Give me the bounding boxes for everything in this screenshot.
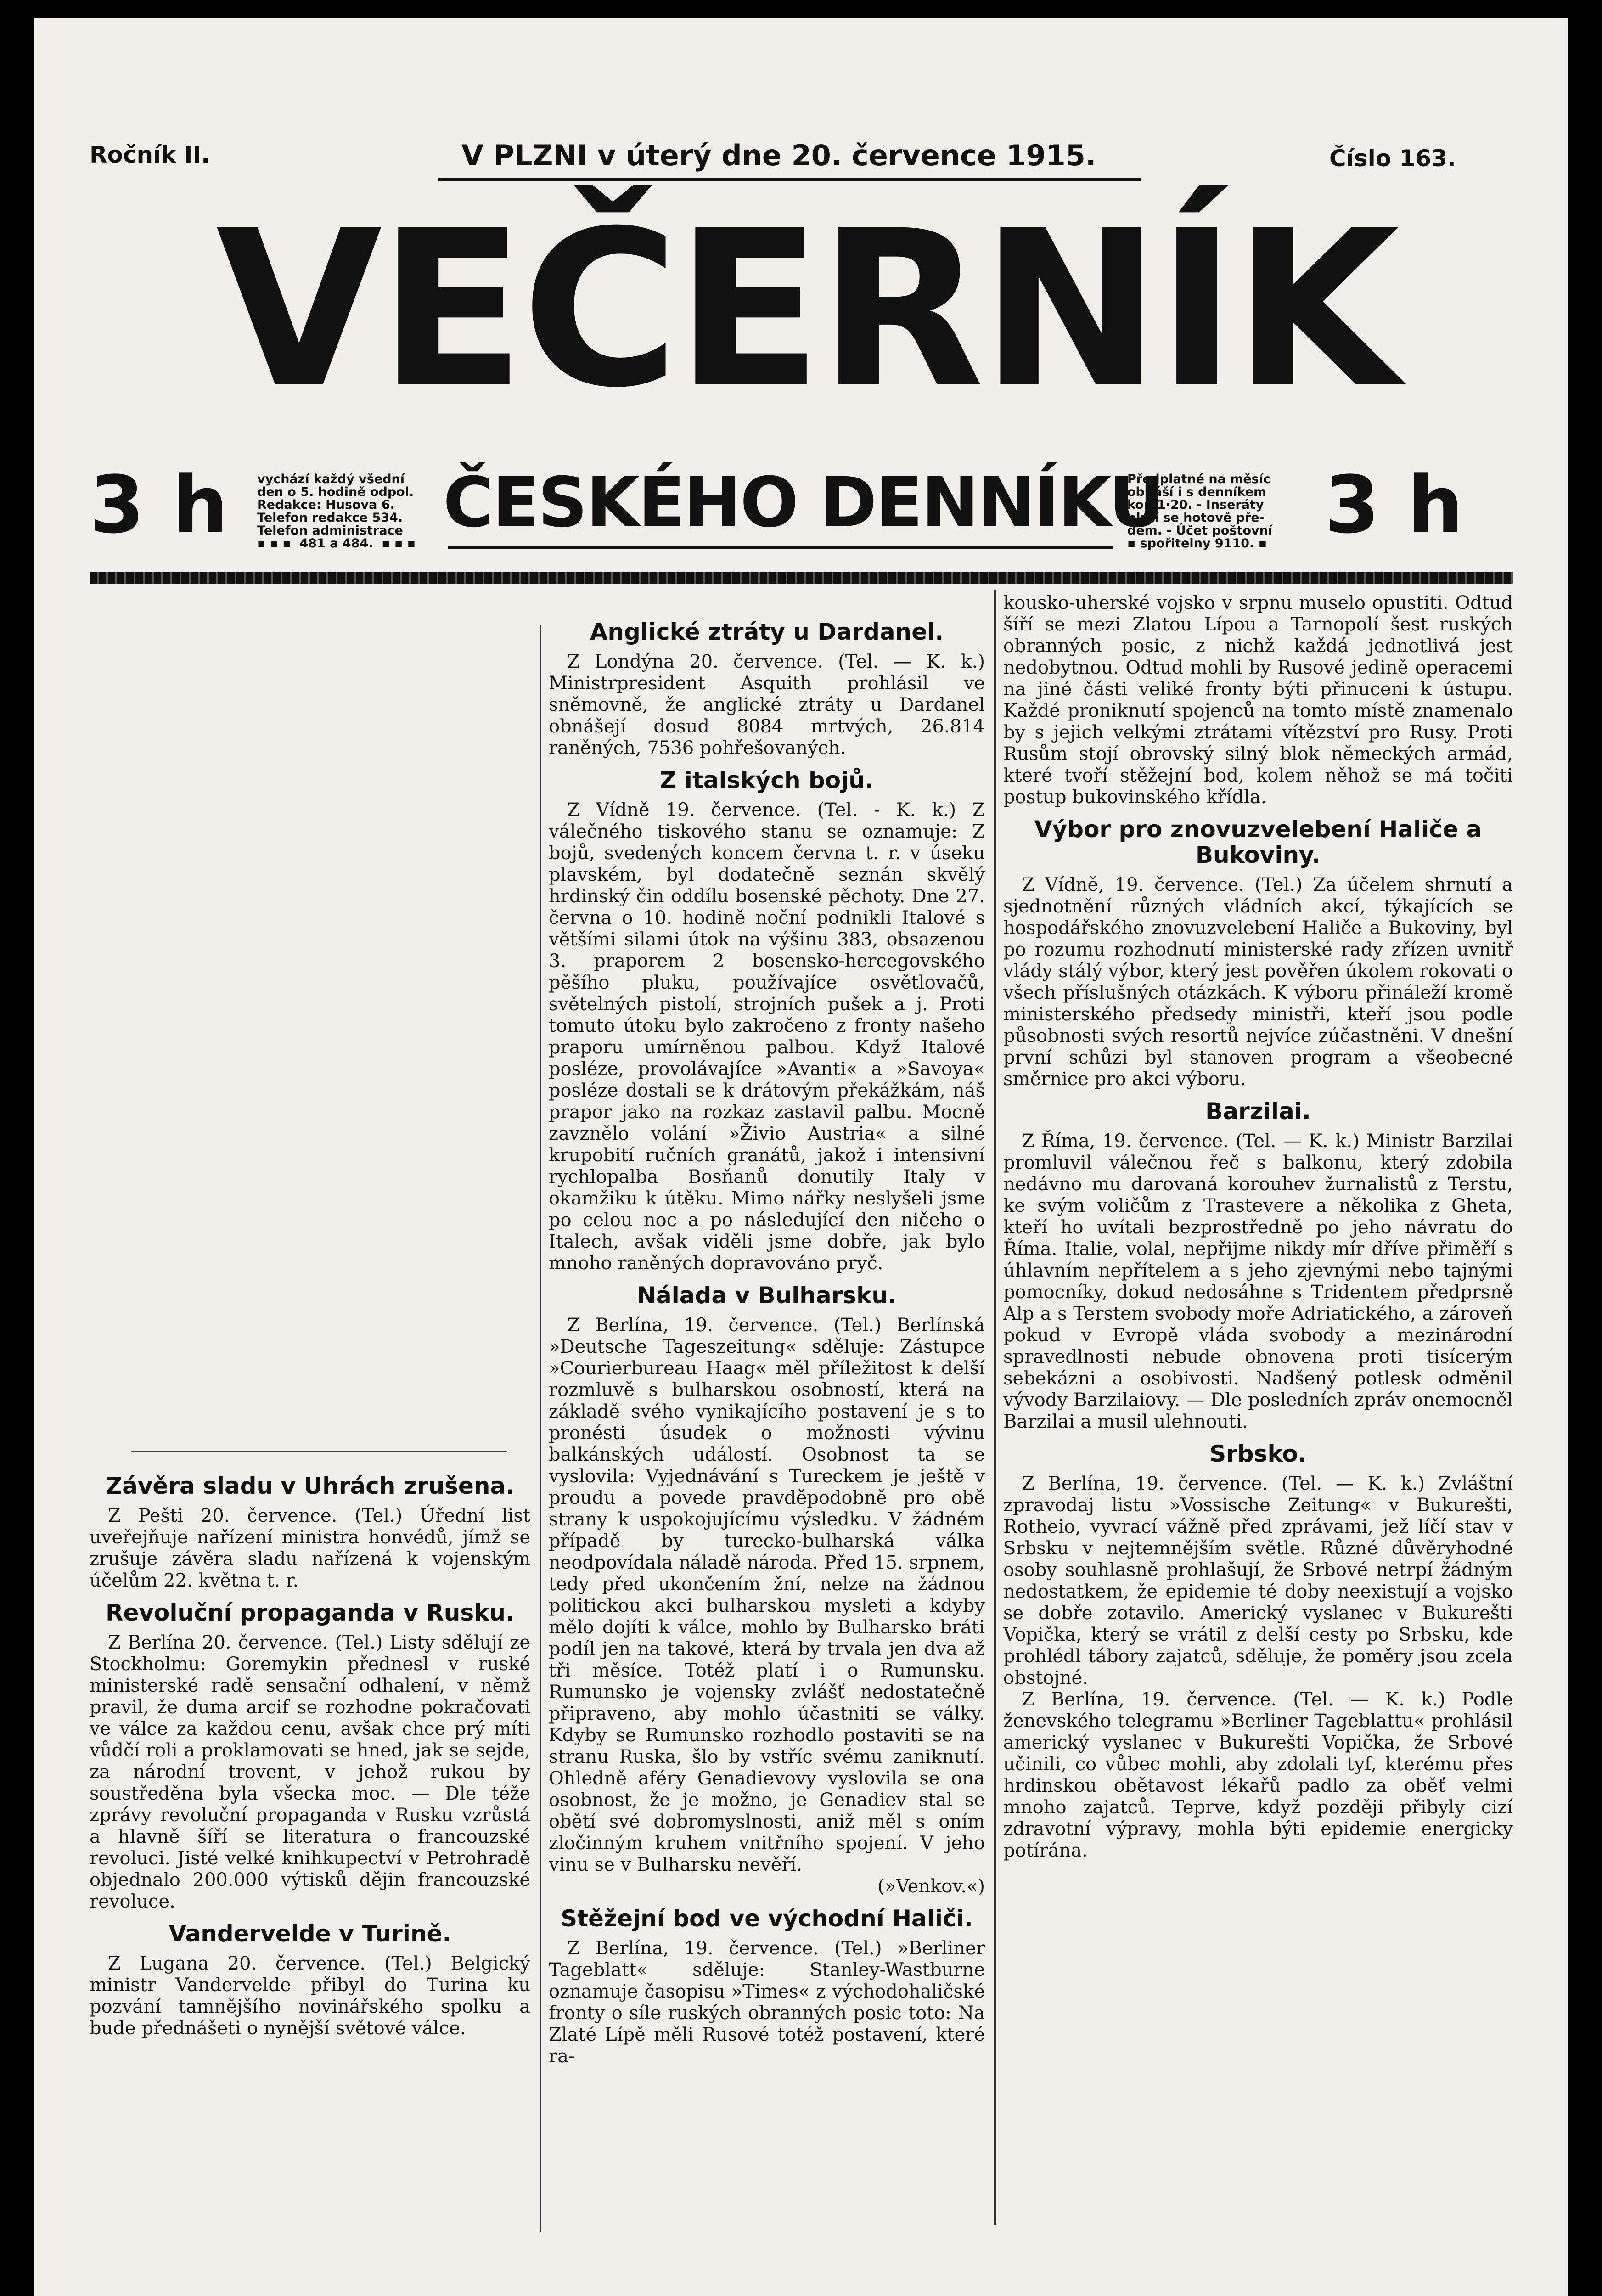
- article-vybor: Z Vídně, 19. července. (Tel.) Za účelem shrnutí a sjednotnění různých vládních akcí, týkajících se hospodářského znovuzvelebení Haliče a Bukoviny, byl po rozumu rozhodnutí ministerské rady zřízen uvnitř vlády stálý výbor, který jest pověřen úkolem rokovati o všech příslušných otázkách. K výboru přináleží kromě ministerského předsedy ministři, kteří jsou podle působnosti svých resortů nejvíce zúčastněni. V dnešní první schůzi byl stanoven program a všeobecné směrnice pro akci výboru.: [1003, 874, 1513, 1090]
- newspaper-page: [34, 18, 1568, 2296]
- column-right: [1003, 592, 1513, 1862]
- heading-revolucni: Revoluční propaganda v Rusku.: [106, 1599, 514, 1626]
- article-italskych: Z Vídně 19. července. (Tel. - K. k.) Z válečného tiskového stanu se oznamuje: Z bojů, svedených koncem června t. r. v úseku plavském, byl dodatečně seznán skvělý hrdinský čin oddílu bosenské pěchoty. Dne 27. června o 10. hodině noční podnikli Italové s většími silami útok na výšinu 383, obsazenou 3. praporem 2 bosensko-hercegovského pěšího pluku, používajíce osvětlovačů, světelných pistolí, strojních pušek a j. Proti tomuto útoku bylo zakročeno z fronty našeho praporu umírněnou palbou. Když Italové posléze, provolávajíce »Avanti« a »Savoya« posléze dostali se k drátovým překážkám, náš prapor jako na rozkaz zastavil palbu. Mocně zavznělo volání »Živio Austria« a silné krupobití ručních granátů, jakož i intensivní rychlopalba Bosňanů donutily Italy v okamžiku k útěku. Mimo nářky neslyšeli jsme po celou noc a po následující den ničeho o Italech, avšak viděli jsme dobře, jak bylo mnoho raněných dopravováno pryč.: [549, 799, 985, 1274]
- article-srbsko-2: Z Berlína, 19. července. (Tel. — K. k.) Podle ženevského telegramu »Berliner Tageblattu« prohlásil americký vyslanec v Bukurešti Vopička, že Srbové učinili, co vůbec mohli, aby zdolali tyf, kterému přes hrdinskou obětavost lékařů padlo za oběť velmi mnoho zajatců. Teprve, když později přibyly cizí zdravotní výpravy, mohla býti epidemie energicky potírána.: [1003, 1689, 1513, 1861]
- newspaper-title: VEČERNÍK: [216, 185, 1396, 435]
- heading-zavera: Závěra sladu v Uhrách zrušena.: [105, 1473, 515, 1499]
- subscription-info: Předplatné na měsíc obnáší i s denníkem kor. 1·20. - Inseráty platí se hotově pře- dem. - Účet poštovní ▪ spořitelny 9110. ▪: [1127, 472, 1273, 551]
- article-anglicke: Z Londýna 20. července. (Tel. — K. k.) Ministrpresident Asquith prohlásil ve sněmovně, že anglické ztráty u Dardanel obnášejí dosud 8084 mrtvých, 26.814 raněných, 7536 pohřešovaných.: [549, 651, 985, 759]
- publication-info: vychází každý všední den o 5. hodině odpol. Redakce: Husova 6. Telefon redakce 534. Telefon administrace ▪ ▪ ▪ 481 a 484. ▪ ▪ ▪: [257, 472, 416, 551]
- article-nalada-source: (»Venkov.«): [877, 1876, 985, 1897]
- column-divider-1: [540, 625, 541, 2232]
- heading-anglicke: Anglické ztráty u Dardanel.: [590, 619, 944, 645]
- date-underline: [438, 178, 1141, 181]
- article-stezejni: Z Berlína, 19. července. (Tel.) »Berliner Tageblatt« sděluje: Stanley-Wastburne oznamuje časopisu »Times« z východohaličské fronty o síle ruských obranných posic toto: Na Zlaté Lípě měli Rusové totéž postavení, které ra-: [549, 1938, 985, 2067]
- newspaper-subtitle: ČESKÉHO DENNÍKU: [443, 463, 1164, 543]
- heading-barzilai: Barzilai.: [1205, 1098, 1311, 1125]
- heading-srbsko: Srbsko.: [1209, 1441, 1307, 1467]
- heading-italskych: Z italských bojů.: [660, 767, 874, 793]
- heading-vybor: Výbor pro znovuzvelebení Haliče a Bukoviny.: [1034, 816, 1482, 868]
- heading-vandervelde: Vandervelde v Turině.: [169, 1920, 451, 1947]
- heading-stezejni: Stěžejní bod ve východní Haliči.: [561, 1905, 973, 1932]
- article-stezejni-continued: kousko-uherské vojsko v srpnu muselo opustiti. Odtud šíří se mezi Zlatou Lípou a Tarnopolí šest ruských obranných posic, z nichž každá jednotlivá jest nedobytnou. Odtud mohli by Rusové jedině operacemi na jiné části veliké fronty býti přinuceni k ústupu. Každé proniknutí spojenců na tomto místě znamenalo by s jejich velkými ztrátami vítězství pro Rusy. Proti Rusům stojí obrovský silný blok německých armád, které tvoří stěžejní bod, kolem něhož se má točiti postup bukovinského křídla.: [1003, 592, 1513, 808]
- masthead-rule: [90, 572, 1513, 584]
- section-separator: [131, 1451, 507, 1452]
- heading-nalada: Nálada v Bulharsku.: [637, 1282, 897, 1309]
- price-right: 3 h: [1325, 459, 1464, 551]
- article-revolucni: Z Berlína 20. července. (Tel.) Listy sdělují ze Stockholmu: Goremykin přednesl v ruské ministerské radě sensační odhalení, v němž pravil, že duma arcif se rozhodne pokračovati ve válce za každou cenu, avšak chce prý míti vůdčí roli a proklamovati se hned, jak se sejde, za národní trovent, v jehož rukou by soustředěna byla všecka moc. — Dle téže zprávy revoluční propaganda v Rusku vzrůstá a hlavně šíří se literatura o francouzské revoluci. Jisté velké knihkupectví v Petrohradě objednalo 200.000 výtisků dějin francouzské revoluce.: [90, 1632, 530, 1912]
- issue-number: Číslo 163.: [1329, 145, 1456, 172]
- volume-label: Ročník II.: [90, 141, 210, 168]
- column-middle: [549, 611, 985, 2067]
- column-divider-2: [994, 590, 996, 2225]
- article-barzilai: Z Říma, 19. července. (Tel. — K. k.) Ministr Barzilai promluvil válečnou řeč s balkonu, který zdobila nedávno mu darovaná korouhev žurnalistů z Terstu, ke svým voličům z Trastevere a několika z Gheta, kteří ho uvítali bezprostředně po jeho návratu do Říma. Italie, volal, nepřijme nikdy mír dříve přiměří s úhlavním nepřítelem a s jeho zjevnými nebo tajnými pomocníky, dokud nedosáhne s Tridentem předprsně Alp a s Terstem svobody moře Adriatického, a zároveň pokud v Evropě vláda svobody a mezinárodní spravedlnosti nebude obnovena proti tisícerým sebekázni a osobivosti. Nadšený potlesk odměnil vývody Barzilaiovy. — Dle posledních zpráv onemocněl Barzilai a musil ulehnouti.: [1003, 1131, 1513, 1432]
- price-left: 3 h: [90, 459, 229, 551]
- column-left: [90, 1465, 530, 2039]
- subtitle-underline: [448, 546, 1113, 549]
- article-vandervelde: Z Lugana 20. července. (Tel.) Belgický ministr Vandervelde přibyl do Turina ku pozvání tamnějšího novinářského spolku a bude přednášeti o nynější světové válce.: [90, 1953, 530, 2039]
- article-srbsko-1: Z Berlína, 19. července. (Tel. — K. k.) Zvláštní zpravodaj listu »Vossische Zeitung« v Bukurešti, Rotheio, vyvrací vážně před zprávami, jež líčí stav v Srbsku v nejtemnějším světle. Různé důvěryhodné osoby souhlasně prohlašují, že Srbové netrpí žádným nedostatkem, že epidemie té doby neexistují a vojsko se dobře zotavilo. Americký vyslanec v Bukurešti Vopička, který se vrátil z delší cesty po Srbsku, kde prohlédl tábory zajatců, sděluje, že poměry jsou zcela obstojné.: [1003, 1473, 1513, 1688]
- article-zavera: Z Pešti 20. července. (Tel.) Úřední list uveřejňuje nařízení ministra honvédů, jímž se zrušuje závěra sladu nařízená k vojenským účelům 22. května t. r.: [90, 1505, 530, 1591]
- date-line: V PLZNI v úterý dne 20. července 1915.: [461, 139, 1096, 172]
- article-nalada: Z Berlína, 19. července. (Tel.) Berlínská »Deutsche Tageszeitung« sděluje: Zástupce »Courierbureau Haag« měl příležitost k delší rozmluvě s bulharskou osobností, která na základě svého vynikajícího postavení je s to pronésti úsudek o možnosti vývinu balkánských událostí. Osobnost ta se vyslovila: Vyjednávání s Tureckem je ještě v proudu a povede pravděpodobně pro obě strany k uspokojujícímu výsledku. V žádném případě by turecko-bulharská válka neodpovídala náladě národa. Před 15. srpnem, tedy před ukončením žní, nelze na žádnou politickou akci bulharskou mysleti a kdyby mělo dojíti k válce, mohlo by Bulharsko bráti podíl jen na takové, která by trvala jen dva až tři měsíce. Totéž platí i o Rumunsku. Rumunsko je vojensky zvlášť nedostatečně připraveno, aby mohlo účastniti se války. Kdyby se Rumunsko rozhodlo postaviti se na stranu Ruska, šlo by vstříc svému zaniknutí. Ohledně aféry Genadievovy vyslovila se ona osobnost, že je možno, je Genadiev stal se obětí své dobromyslnosti, aniž měl s oním zločinným kruhem vnitřního spojení. V jeho vinu se v Bulharsku nevěří.: [549, 1315, 985, 1875]
